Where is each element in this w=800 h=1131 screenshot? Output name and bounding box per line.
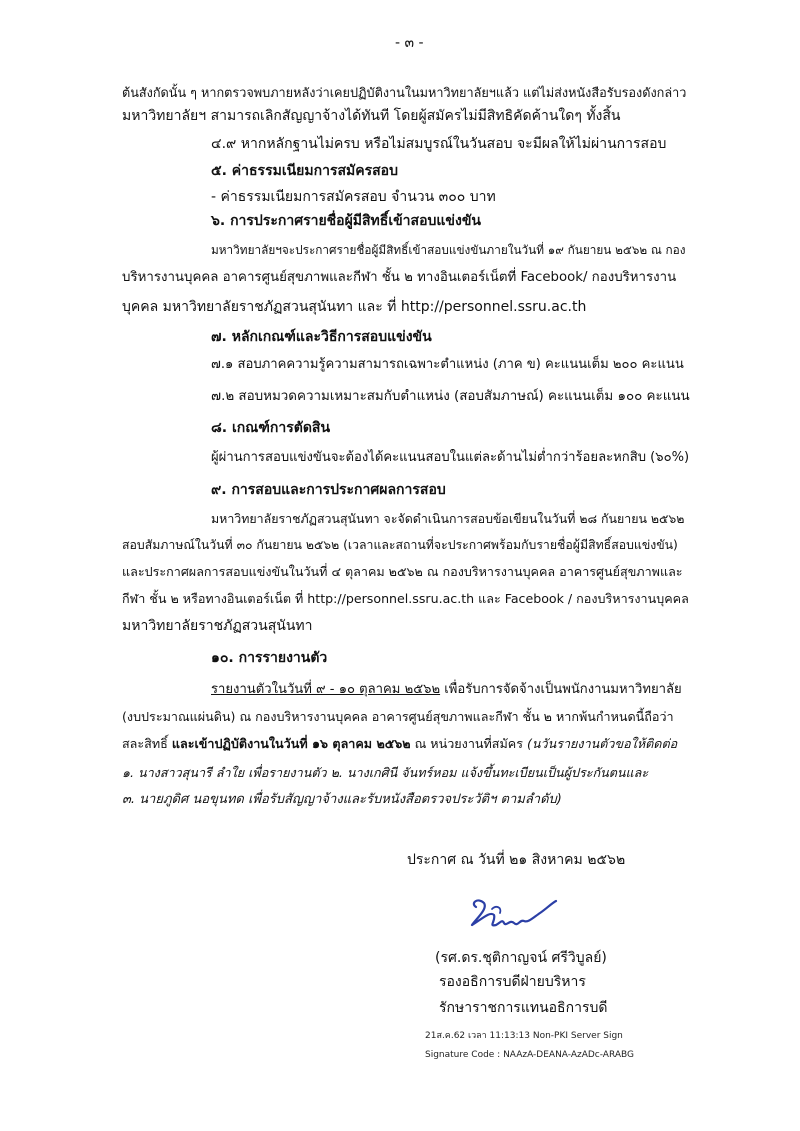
sec9-heading: ๙. การสอบและการประกาศผลการสอบ [211, 482, 446, 498]
sec10-line1-rest: เพื่อรับการจัดจ้างเป็นพนักงานมหาวิทยาลัย [444, 682, 682, 697]
signatory-position1: รองอธิการบดีฝ่ายบริหาร [439, 974, 586, 990]
sec4-line2: มหาวิทยาลัยฯ สามารถเลิกสัญญาจ้างได้ทันที โดยผู้สมัครไม่มีสิทธิคัดค้านใดๆ ทั้งสิ้น [122, 108, 621, 124]
sec8-heading: ๘. เกณฑ์การตัดสิน [211, 420, 331, 436]
signatory-name: (รศ.ดร.ชุติกาญจน์ ศรีวิบูลย์) [435, 950, 607, 966]
digital-sign-code: Signature Code : NAAzA-DEANA-AzADc-ARABG [425, 1050, 634, 1060]
sec4-line1: ต้นสังกัดนั้น ๆ หากตรวจพบภายหลังว่าเคยปฏิบัติงานในมหาวิทยาลัยฯแล้ว แต่ไม่ส่งหนังสือรับรองดังกล่าว [122, 85, 687, 100]
sec7-item1: ๗.๑ สอบภาคความรู้ความสามารถเฉพาะตำแหน่ง (ภาค ข) คะแนนเต็ม ๒๐๐ คะแนน [211, 357, 684, 372]
report-date-underlined: รายงานตัวในวันที่ ๙ - ๑๐ ตุลาคม ๒๕๖๒ [211, 682, 441, 697]
sec9-line2: สอบสัมภาษณ์ในวันที่ ๓๐ กันยายน ๒๕๖๒ (เวลาและสถานที่จะประกาศพร้อมกับรายชื่อผู้มีสิทธิ์สอบแข่งขัน) [122, 538, 678, 552]
sec10-heading: ๑๐. การรายงานตัว [211, 650, 328, 666]
sec7-heading: ๗. หลักเกณฑ์และวิธีการสอบแข่งขัน [211, 329, 432, 345]
sec9-line3: และประกาศผลการสอบแข่งขันในวันที่ ๔ ตุลาคม ๒๕๖๒ ณ กองบริหารงานบุคคล อาคารศูนย์สุขภาพและ [122, 564, 683, 579]
signatory-position2: รักษาราชการแทนอธิการบดี [439, 1000, 608, 1016]
sec10-line1 [211, 680, 682, 700]
sec6-line1: มหาวิทยาลัยฯจะประกาศรายชื่อผู้มีสิทธิ์เข้าสอบแข่งขันภายในวันที่ ๑๙ กันยายน ๒๕๖๒ ณ กอง [211, 243, 686, 257]
sec6-line3: บุคคล มหาวิทยาลัยราชภัฏสวนสุนันทา และ ที่ http://personnel.ssru.ac.th [122, 299, 587, 315]
page-number: - ๓ - [395, 35, 424, 51]
sec9-line5: มหาวิทยาลัยราชภัฏสวนสุนันทา [122, 618, 313, 634]
sec9-line4: กีฬา ชั้น ๒ หรือทางอินเตอร์เน็ต ที่ http://personnel.ssru.ac.th และ Facebook / กองบริหารงานบุคคล [122, 591, 689, 606]
sec7-item2: ๗.๒ สอบหมวดความเหมาะสมกับตำแหน่ง (สอบสัมภาษณ์) คะแนนเต็ม ๑๐๐ คะแนน [211, 389, 690, 404]
sec10-line4: ๑. นางสาวสุนารี ลำใย เพื่อรายงานตัว ๒. นางเกศินี จันทร์หอม แจ้งขึ้นทะเบียนเป็นผู้ประกันตนและ [122, 765, 649, 780]
sec10-line3-italic: (นวันรายงานตัวขอให้ติดต่อ [527, 736, 678, 751]
sec10-line3-b: ณ หน่วยงานที่สมัคร [414, 736, 523, 751]
sec6-heading: ๖. การประกาศรายชื่อผู้มีสิทธิ์เข้าสอบแข่งขัน [211, 213, 481, 229]
sec10-line3-a: สละสิทธิ์ [122, 736, 168, 751]
sec5-heading: ๕. ค่าธรรมเนียมการสมัครสอบ [211, 163, 398, 179]
sec10-line3 [122, 734, 677, 754]
announcement-date: ประกาศ ณ วันที่ ๒๑ สิงหาคม ๒๕๖๒ [407, 852, 626, 868]
sec5-line1: - ค่าธรรมเนียมการสมัครสอบ จำนวน ๓๐๐ บาท [211, 189, 496, 205]
start-work-date: และเข้าปฏิบัติงานในวันที่ ๑๖ ตุลาคม ๒๕๖๒ [171, 736, 411, 751]
handwritten-signature [462, 893, 562, 935]
sec10-line5: ๓. นายภูดิศ นอขุนทด เพื่อรับสัญญาจ้างและรับหนังสือตรวจประวัติฯ ตามลำดับ) [122, 792, 562, 807]
sec9-line1: มหาวิทยาลัยราชภัฏสวนสุนันทา จะจัดดำเนินการสอบข้อเขียนในวันที่ ๒๘ กันยายน ๒๕๖๒ [211, 511, 685, 526]
digital-sign-timestamp: 21ส.ค.62 เวลา 11:13:13 Non-PKI Server Sign [425, 1031, 623, 1041]
sec8-line1: ผู้ผ่านการสอบแข่งขันจะต้องได้คะแนนสอบในแต่ละด้านไม่ต่ำกว่าร้อยละหกสิบ (๖๐%) [211, 450, 690, 465]
sec6-line2: บริหารงานบุคคล อาคารศูนย์สุขภาพและกีฬา ชั้น ๒ ทางอินเตอร์เน็ตที่ Facebook/ กองบริหารงาน [122, 270, 677, 285]
sec10-line2: (งบประมาณแผ่นดิน) ณ กองบริหารงานบุคคล อาคารศูนย์สุขภาพและกีฬา ชั้น ๒ หากพ้นกำหนดนี้ถือว่า [122, 709, 674, 724]
sec4-item-4-9: ๔.๙ หากหลักฐานไม่ครบ หรือไม่สมบูรณ์ในวันสอบ จะมีผลให้ไม่ผ่านการสอบ [211, 136, 667, 152]
